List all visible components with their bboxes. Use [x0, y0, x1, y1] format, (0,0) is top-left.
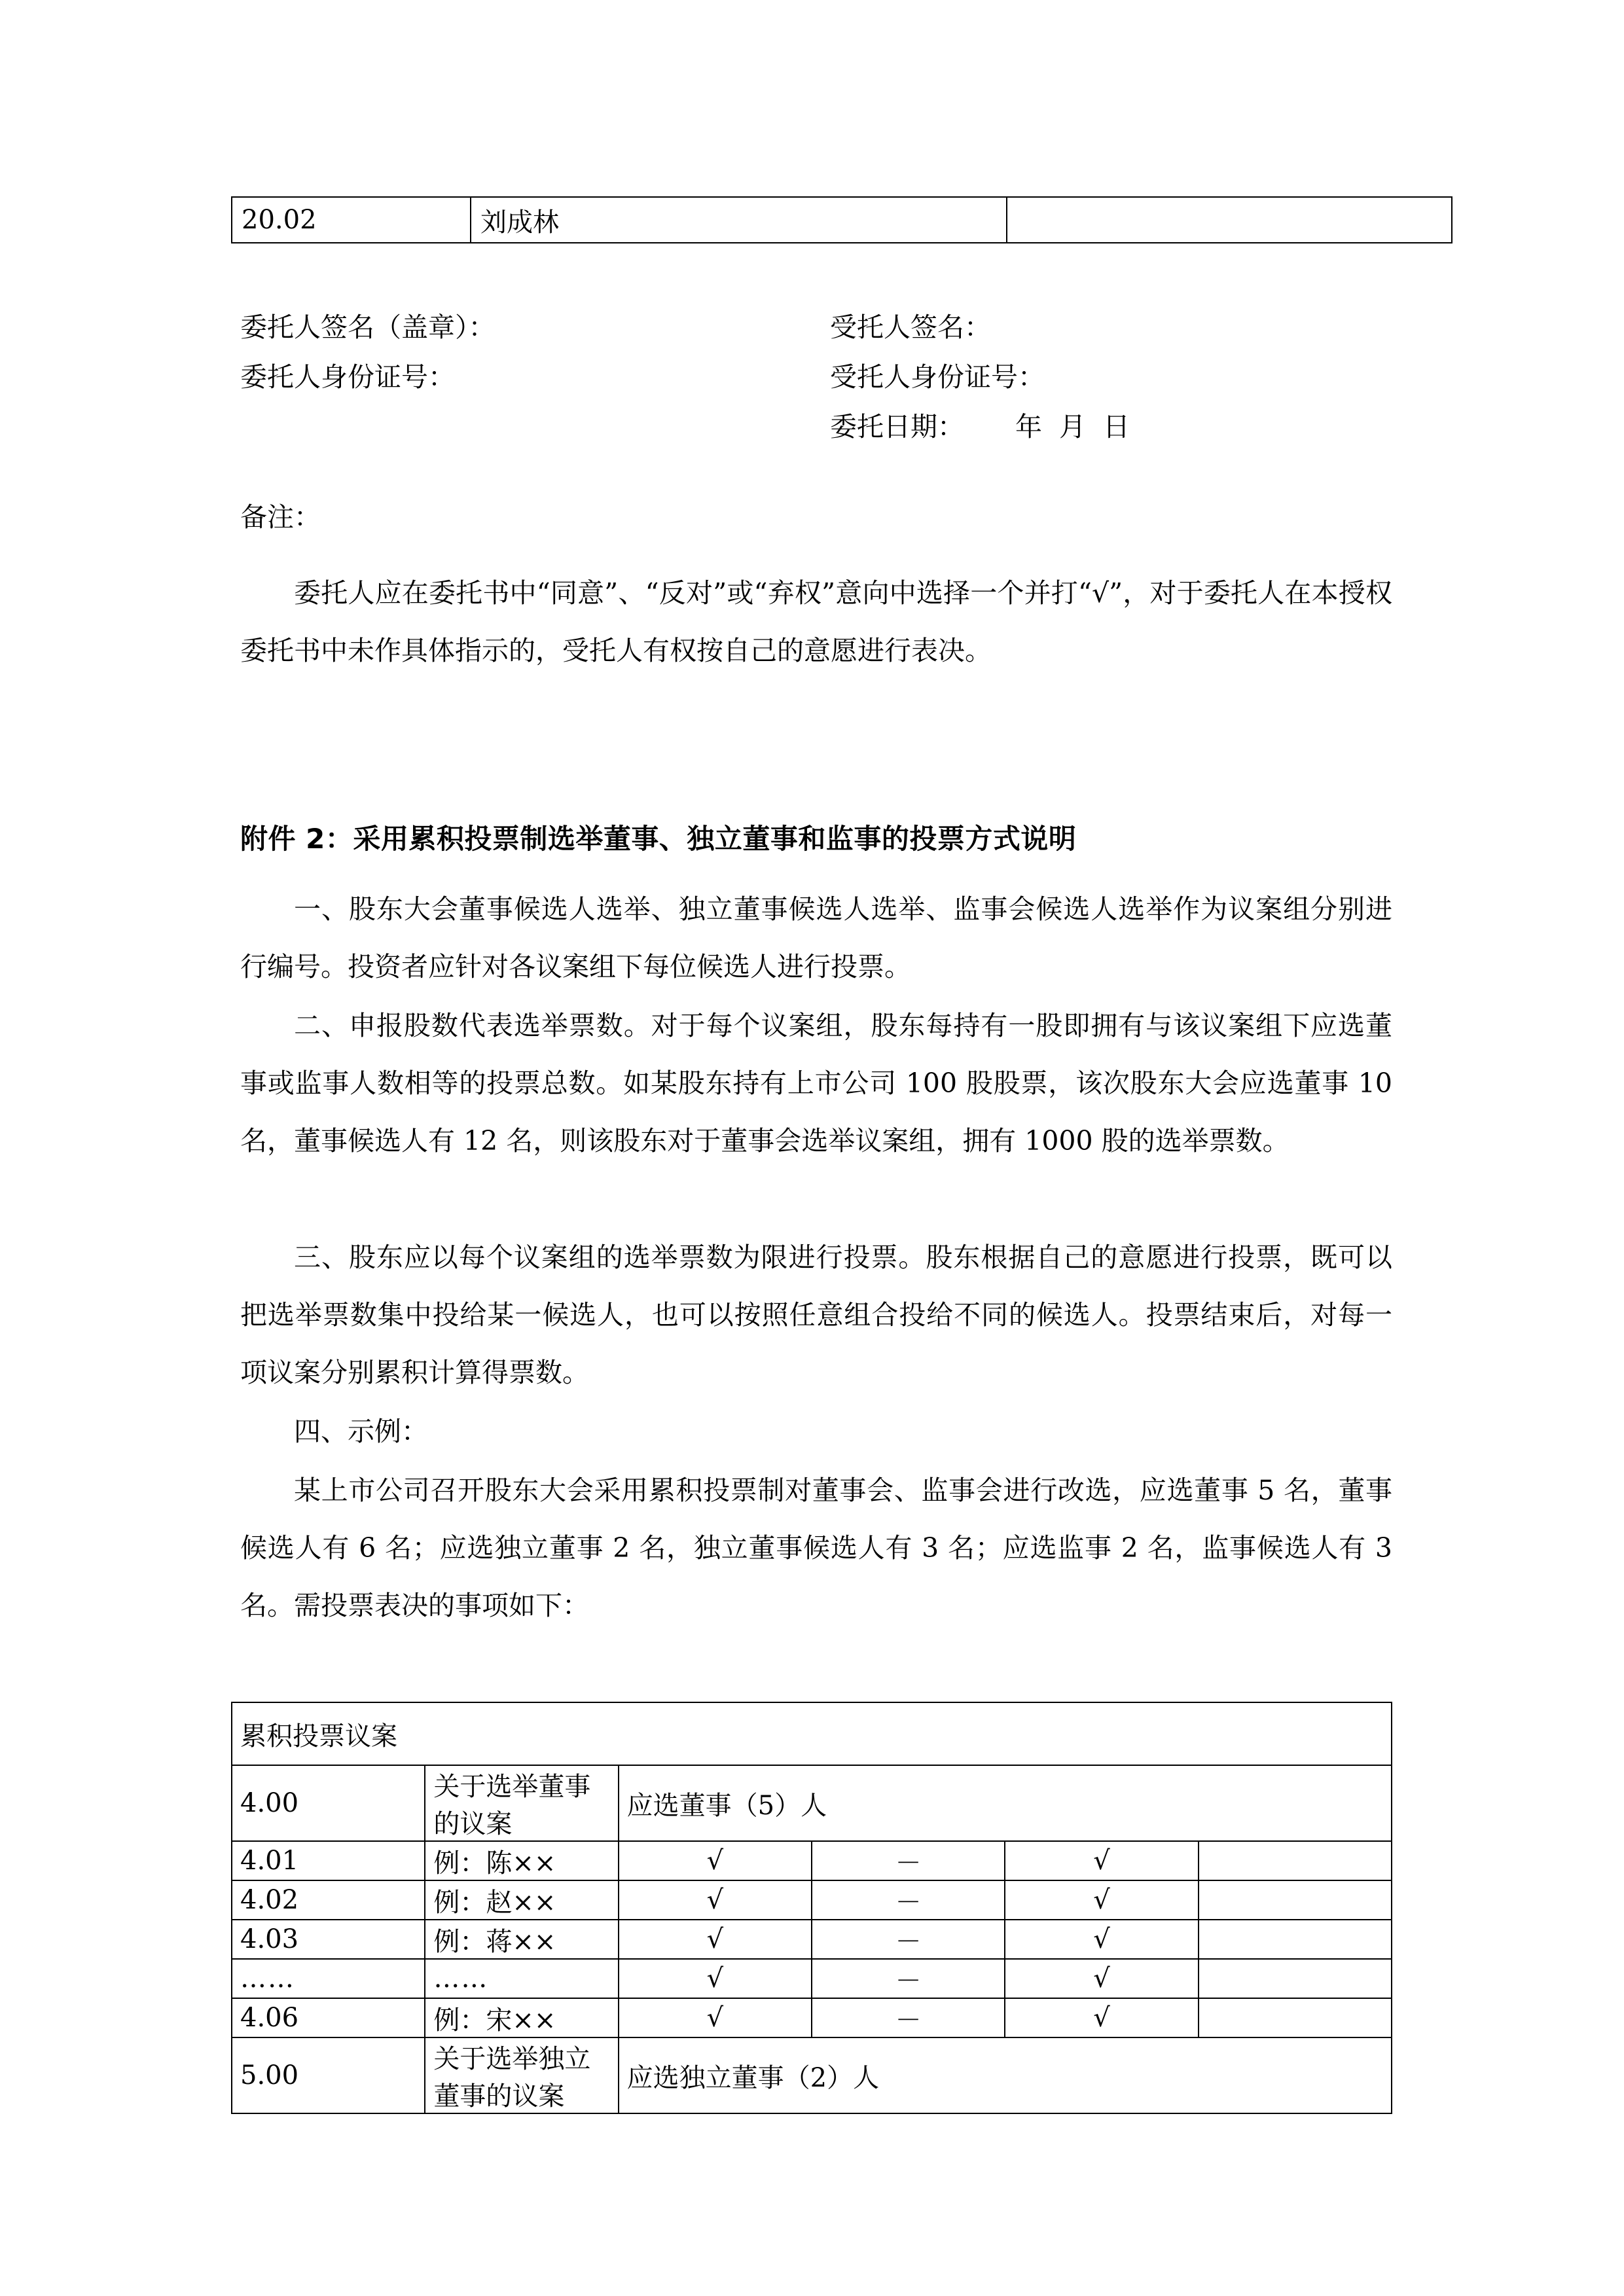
- vote-mark-abstain[interactable]: √: [1005, 1841, 1198, 1880]
- trustee-id-label: 受托人身份证号：: [830, 361, 1045, 393]
- date-month-label: 月: [1059, 411, 1086, 442]
- vote-mark-agree[interactable]: √: [619, 1880, 812, 1920]
- paragraph-four: 四、示例：: [294, 1416, 428, 1447]
- principal-id-label: 委托人身份证号：: [240, 361, 455, 393]
- proposal-empty-cell: [1007, 197, 1452, 243]
- proposal-seat-count: 应选独立董事（2）人: [619, 2037, 1392, 2113]
- candidate-name-ellipsis: ……: [425, 1959, 618, 1998]
- proposal-continuation-table: [231, 196, 1453, 243]
- candidate-number: 4.01: [232, 1841, 425, 1880]
- voting-table-header: 累积投票议案: [232, 1702, 1392, 1765]
- vote-mark-extra[interactable]: [1199, 1880, 1392, 1920]
- vote-mark-abstain[interactable]: √: [1005, 1998, 1198, 2037]
- signature-row-names: [231, 314, 1392, 364]
- table-row: [232, 1880, 1392, 1920]
- paragraph-three: 三、股东应以每个议案组的选举票数为限进行投票。股东根据自己的意愿进行投票，既可以把选举票数集中投给某一候选人，也可以按照任意组合投给不同的候选人。投票结束后，对每一项议案分别累积计算得票数。: [240, 1242, 1392, 1388]
- paragraph-one: 一、股东大会董事候选人选举、独立董事候选人选举、监事会候选人选举作为议案组分别进行编号。投资者应针对各议案组下每位候选人进行投票。: [240, 893, 1392, 982]
- signature-block: [231, 314, 1392, 463]
- remarks-text: 委托人应在委托书中“同意”、“反对”或“弃权”意向中选择一个并打“√”，对于委托人在本授权委托书中未作具体指示的，受托人有权按自己的意愿进行表决。: [240, 577, 1392, 666]
- vote-mark-agree[interactable]: √: [619, 1841, 812, 1880]
- table-row-group: [232, 2037, 1392, 2113]
- date-year-label: 年: [1015, 411, 1042, 442]
- candidate-number: 4.06: [232, 1998, 425, 2037]
- vote-mark-against[interactable]: －: [812, 1920, 1005, 1959]
- signature-row-date: [231, 411, 1392, 463]
- vote-mark-extra[interactable]: [1199, 1920, 1392, 1959]
- table-row: [232, 1959, 1392, 1998]
- vote-mark-agree[interactable]: √: [619, 1959, 812, 1998]
- vote-mark-abstain[interactable]: √: [1005, 1880, 1198, 1920]
- vote-mark-extra[interactable]: [1199, 1998, 1392, 2037]
- candidate-name: 例：宋××: [425, 1998, 618, 2037]
- proposal-title: 关于选举董事的议案: [425, 1765, 618, 1841]
- vote-mark-abstain[interactable]: √: [1005, 1920, 1198, 1959]
- delegation-date-line: [830, 411, 1130, 442]
- proposal-title: 关于选举独立董事的议案: [425, 2037, 618, 2113]
- paragraph-example: 某上市公司召开股东大会采用累积投票制对董事会、监事会进行改选，应选董事 5 名，董事候选人有 6 名；应选独立董事 2 名，独立董事候选人有 3 名；应选监事 2 名，监事候选人有 3 名。需投票表决的事项如下：: [240, 1475, 1392, 1621]
- signature-row-ids: [231, 361, 1392, 414]
- table-row: [232, 197, 1452, 243]
- cumulative-voting-table: [231, 1702, 1392, 2114]
- candidate-name: 例：赵××: [425, 1880, 618, 1920]
- proposal-number: 4.00: [232, 1765, 425, 1841]
- principal-signature-label: 委托人签名（盖章）：: [240, 312, 496, 343]
- table-row: [232, 1841, 1392, 1880]
- page-title: 附件 2：采用累积投票制选举董事、独立董事和监事的投票方式说明: [240, 823, 1077, 855]
- proposal-number: 5.00: [232, 2037, 425, 2113]
- candidate-number-ellipsis: ……: [232, 1959, 425, 1998]
- candidate-name: 例：蒋××: [425, 1920, 618, 1959]
- document-page: [231, 0, 1392, 2296]
- table-row: [232, 1920, 1392, 1959]
- vote-mark-agree[interactable]: √: [619, 1920, 812, 1959]
- proposal-number-cell: 20.02: [232, 197, 471, 243]
- table-row-group: [232, 1765, 1392, 1841]
- vote-mark-against[interactable]: －: [812, 1959, 1005, 1998]
- vote-mark-agree[interactable]: √: [619, 1998, 812, 2037]
- vote-mark-against[interactable]: －: [812, 1880, 1005, 1920]
- vote-mark-against[interactable]: －: [812, 1998, 1005, 2037]
- date-day-label: 日: [1103, 411, 1130, 442]
- trustee-signature-label: 受托人签名：: [830, 312, 991, 343]
- candidate-number: 4.02: [232, 1880, 425, 1920]
- vote-mark-extra[interactable]: [1199, 1841, 1392, 1880]
- table-row: [232, 1998, 1392, 2037]
- proposal-seat-count: 应选董事（5）人: [619, 1765, 1392, 1841]
- vote-mark-extra[interactable]: [1199, 1959, 1392, 1998]
- proposal-name-cell: 刘成林: [471, 197, 1007, 243]
- candidate-number: 4.03: [232, 1920, 425, 1959]
- candidate-name: 例：陈××: [425, 1841, 618, 1880]
- paragraph-two: 二、申报股数代表选举票数。对于每个议案组，股东每持有一股即拥有与该议案组下应选董事或监事人数相等的投票总数。如某股东持有上市公司 100 股股票，该次股东大会应选董事 10 名，董事候选人有 12 名，则该股东对于董事会选举议案组，拥有 1000 股的选举票数。: [240, 1010, 1392, 1157]
- remarks-label: 备注：: [240, 501, 321, 533]
- table-header-row: [232, 1702, 1392, 1765]
- vote-mark-abstain[interactable]: √: [1005, 1959, 1198, 1998]
- vote-mark-against[interactable]: －: [812, 1841, 1005, 1880]
- delegation-date-label: 委托日期：: [830, 411, 964, 442]
